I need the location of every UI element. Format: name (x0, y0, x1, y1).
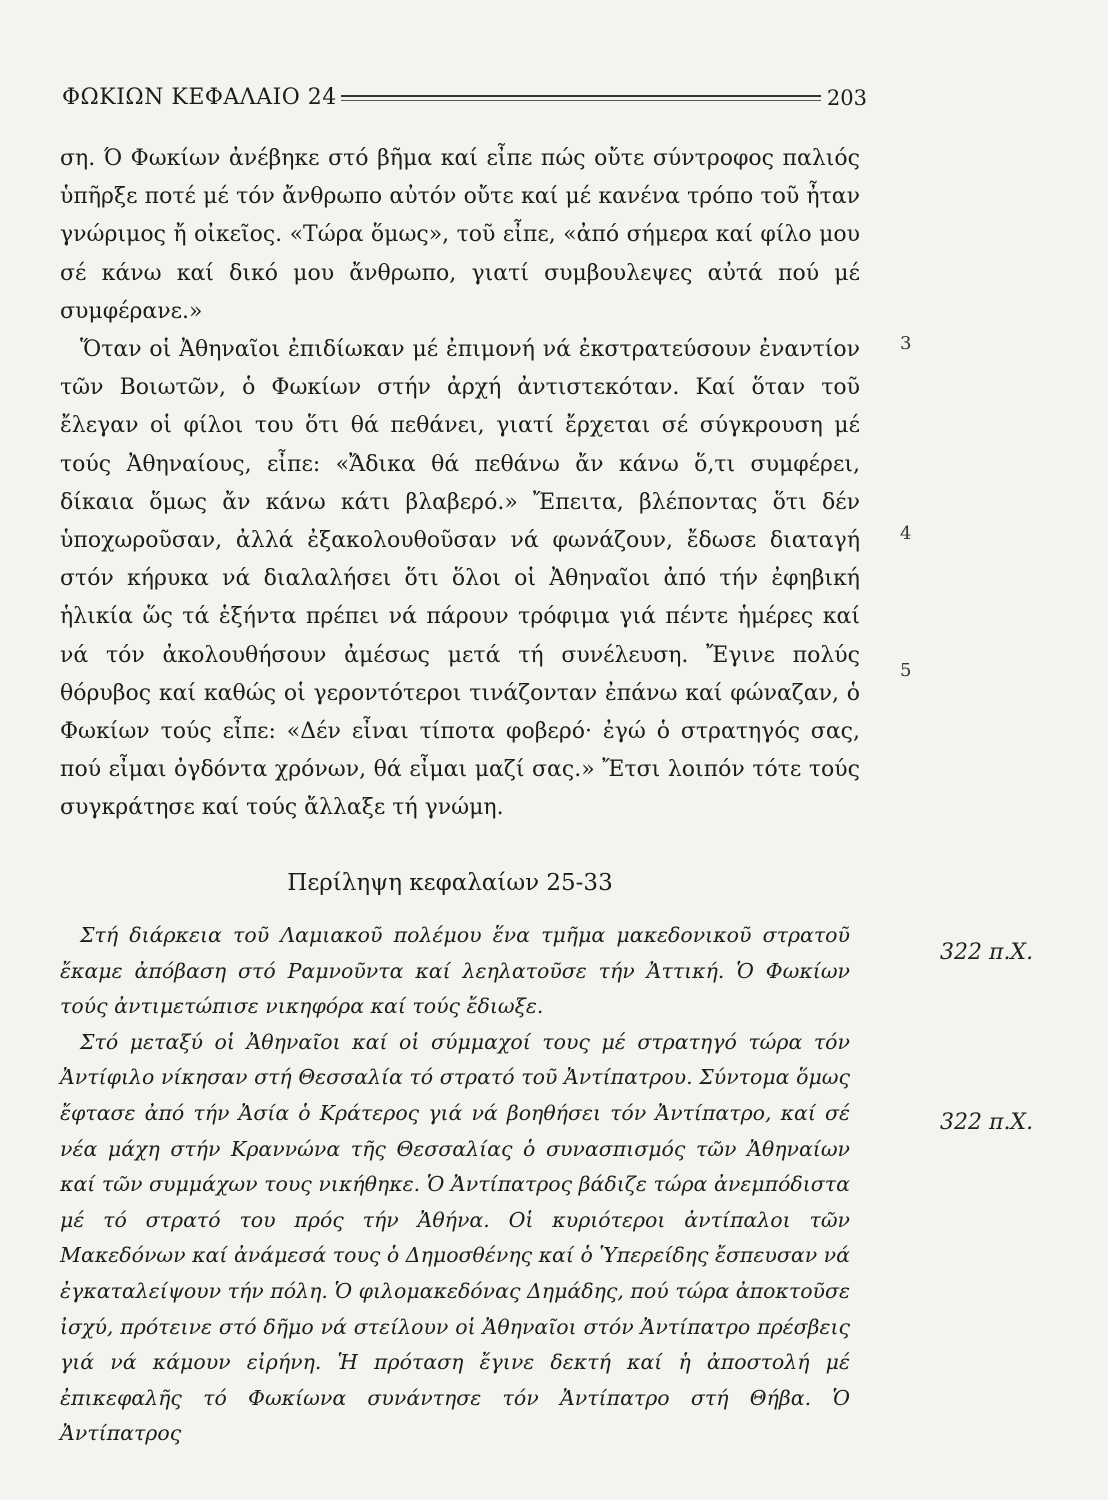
summary-paragraph: Στό μεταξύ οἱ Ἀθηναῖοι καί οἱ σύμμαχοί τους μέ στρατηγό τώρα τόν Ἀντίφιλο νίκησαν στή Θεσσαλία τό στρατό τοῦ Ἀντίπατρου. Σύντομα ὅμως ἔφτασε ἀπό τήν Ἀσία ὁ Κράτερος γιά νά βοηθήσει τόν Ἀντίπατρο, καί σέ νέα μάχη στήν Κραννώνα τῆς Θεσσαλίας ὁ συνασπισμός τῶν Ἀθηναίων καί τῶν συμμάχων τους νικήθηκε. Ὁ Ἀντίπατρος βάδιζε τώρα ἀνεμπόδιστα μέ τό στρατό του πρός τήν Ἀθήνα. Οἱ κυριότεροι ἀντίπαλοι τῶν Μακεδόνων καί ἀνάμεσά τους ὁ Δημοσθένης καί ὁ Ὑπερείδης ἔσπευσαν νά ἐγκαταλείψουν τήν πόλη. Ὁ φιλομακεδόνας Δημάδης, πού τώρα ἀποκτοῦσε ἰσχύ, πρότεινε στό δῆμο νά στείλουν οἱ Ἀθηναῖοι στόν Ἀντίπατρο πρέσβεις γιά νά κάμουν εἰρήνη. Ἡ πρόταση ἔγινε δεκτή καί ἡ ἀποστολή μέ ἐπικεφαλῆς τό Φωκίωνα συνάντησε τόν Ἀντίπατρο στή Θήβα. Ὁ Ἀντίπατρος (60, 1029, 850, 1446)
margin-date: 322 π.Χ. (940, 1110, 1034, 1135)
paragraph: ση. Ό Φωκίων ἀνέβηκε στό βῆμα καί εἶπε πώς οὔτε σύντροφος παλιός ὑπῆρξε ποτέ μέ τόν ἄνθρωπο αὐτόν οὔτε καί μέ κανένα τρόπο τοῦ ἦταν γνώριμος ἤ οἰκεῖος. «Τώρα ὅμως», τοῦ εἶπε, «ἀπό σήμερα καί φίλο μου σέ κάνω καί δικό μου ἄνθρωπο, γιατί συμβουλεψες αὐτά πού μέ συμφέρανε.» (60, 146, 860, 324)
section-number: 3 (900, 333, 912, 354)
summary-paragraph: Στή διάρκεια τοῦ Λαμιακοῦ πολέμου ἕνα τμῆμα μακεδονικοῦ στρατοῦ ἔκαμε ἀπόβαση στό Ραμνοῦντα καί λεηλατοῦσε τήν Ἀττική. Ὁ Φωκίων τούς ἀντιμετώπισε νικηφόρα καί τούς ἔδιωξε. (60, 923, 850, 1019)
main-text (60, 140, 860, 828)
section-number: 5 (900, 660, 912, 681)
running-header (62, 76, 867, 110)
paragraph: Ὅταν οἱ Ἀθηναῖοι ἐπιδίωκαν μέ ἐπιμονή νά ἐκστρατεύσουν ἐναντίον τῶν Βοιωτῶν, ὁ Φωκίων στήν ἀρχή ἀντιστεκόταν. Καί ὅταν τοῦ ἔλεγαν οἱ φίλοι του ὅτι θά πεθάνει, γιατί ἔρχεται σέ σύγκρουση μέ τούς Ἀθηναίους, εἶπε: «Ἄδικα θά πεθάνω ἄν κάνω ὅ,τι συμφέρει, δίκαια ὅμως ἄν κάνω κάτι βλαβερό.» Ἔπειτα, βλέποντας ὅτι δέν ὑποχωροῦσαν, ἀλλά ἐξακολουθοῦσαν νά φωνάζουν, ἔδωσε διαταγή στόν κήρυκα νά διαλαλήσει ὅτι ὅλοι οἱ Ἀθηναῖοι ἀπό τήν ἐφηβική ἡλικία ὥς τά ἑξήντα πρέπει νά πάρουν τρόφιμα γιά πέντε ἡμέρες καί νά τόν ἀκολουθήσουν ἀμέσως μετά τή συνέλευση. Ἔγινε πολύς θόρυβος καί καθώς οἱ γεροντότεροι τινάζονταν ἐπάνω καί φώναζαν, ὁ Φωκίων τούς εἶπε: «Δέν εἶναι τίποτα φοβερό· ἐγώ ὁ στρατηγός σας, πού εἶμαι ὀγδόντα χρόνων, θά εἶμαι μαζί σας.» Ἔτσι λοιπόν τότε τούς συγκράτησε καί τούς ἄλλαξε τή γνώμη. (60, 337, 860, 821)
page-number: 203 (826, 86, 867, 110)
margin-date: 322 π.Χ. (940, 940, 1034, 965)
header-title: ΦΩΚΙΩΝ ΚΕΦΑΛΑΙΟ 24 (62, 85, 337, 110)
summary-heading: Περίληψη κεφαλαίων 25-33 (287, 870, 613, 896)
header-rule (341, 95, 821, 101)
summary-text (60, 918, 850, 1452)
section-number: 4 (900, 523, 912, 544)
